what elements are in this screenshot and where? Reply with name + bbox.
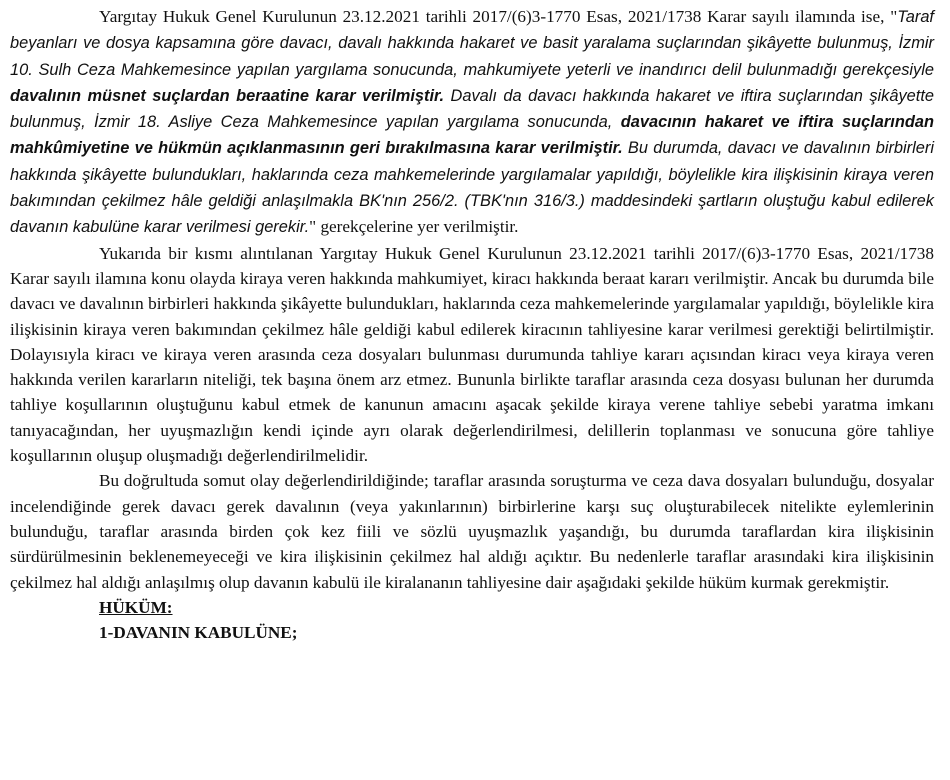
- quote-intro-text: Yargıtay Hukuk Genel Kurulunun 23.12.2021 tarihli 2017/(6)3-1770 Esas, 2021/1738 Karar sayılı ilamında ise, ": [99, 7, 898, 26]
- heading-hukum: [10, 595, 934, 620]
- document-page: [10, 4, 934, 645]
- heading-hukum-text: HÜKÜM:: [99, 597, 173, 617]
- quote-text-3: Bu durumda, davacı ve davalının birbirleri hakkında şikâyette bulundukları, haklarında ceza mahkemelerinde yargılamalar yapıldığı, böylelikle kira ilişkisinin kiraya veren bakımından çekilmez hâle geldiği anlaşılmakla BK'nın 256/2. (TBK'nın 316/3.) maddesindeki şartların oluştuğu kabul edilerek davanın kabulüne karar verilmesi gerekir.: [10, 139, 934, 237]
- heading-item-1: 1-DAVANIN KABULÜNE;: [99, 623, 298, 643]
- quote-text-2: Davalı da davacı hakkında hakaret ve iftira suçlarından şikâyette bulunmuş, İzmir 18. Asliye Ceza Mahkemesince yapılan yargılama sonucunda,: [10, 86, 935, 132]
- quote-bold-1: davalının müsnet suçlardan beraatine karar verilmiştir.: [10, 86, 445, 105]
- quote-text-1: Taraf beyanları ve dosya kapsamına göre davacı, davalı hakkında hakaret ve basit yaralama suçlarından şikâyette bulunmuş, İzmir 10. Sulh Ceza Mahkemesince yapılan yargılama sonucunda, mahkumiyete yeterli ve inandırıcı delil bulunmadığı gerekçesiyle: [10, 8, 934, 79]
- quote-emphasis-wrap-1: [10, 87, 444, 105]
- quote-bold-2: davacının hakaret ve iftira suçlarından mahkûmiyetine ve hükmün açıklanmasının geri bırakılmasına karar verilmiştir.: [10, 113, 934, 158]
- quote-outro-text: " gerekçelerine yer verilmiştir.: [309, 217, 519, 237]
- paragraph-analysis: Yukarıda bir kısmı alıntılanan Yargıtay Hukuk Genel Kurulunun 23.12.2021 tarihli 2017/(6)3-1770 Esas, 2021/1738 Karar sayılı ilamına konu olayda kiraya veren hakkında mahkumiyet, kiracı hakkında beraat kararı verilmiştir. Ancak bu durumda bile davacı ve davalının birbirleri hakkında şikâyette bulundukları, haklarında ceza mahkemelerinde yargılamalar yapıldığı, böylelikle kira ilişkisinin kiraya veren bakımından çekilmez hâle geldiği kabul edilerek kiracının tahliyesine karar verilmesi gerektiği belirtilmiştir. Dolayısıyla kiracı ve kiraya veren arasında ceza dosyaları bulunması durumunda tahliye kararı açısından kiracı veya kiraya veren hakkında verilen kararların niteliği, tek başına önem arz etmez. Bununla birlikte taraflar arasında ceza dosyası bulunan her durumda tahliye koşullarının oluştuğunu kabul etmek de kanunun amacını aşacak şekilde kiraya verene tahliye sebebi yaratma imkanı tanıyacağından, her uyuşmazlığın kendi içinde ayrı olarak değerlendirilmesi, delillerin toplanması ve sonucuna göre tahliye koşullarının oluşup oluşmadığı değerlendirilmelidir.: [10, 243, 934, 466]
- paragraph-conclusion: Bu doğrultuda somut olay değerlendirildiğinde; taraflar arasında soruşturma ve ceza dava dosyaları bulunduğu, dosyalar incelendiğinde gerek davacı gerek davalının (veya yakınlarının) birbirlerine karşı suç oluşturabilecek nitelikte eylemlerinin bulunduğu, taraflar arasında birden çok kez fiili ve sözlü uyuşmazlık yaşandığı, bu durumda taraflardan kira ilişkisinin sürdürülmesinin beklenemeyeceği ve kira ilişkisinin çekilmez hal aldığı açıktır. Bu nedenlerle taraflar arasındaki kira ilişkisinin çekilmez hal aldığı anlaşılmış olup davanın kabulü ile kiralananın tahliyesine dair aşağıdaki şekilde hüküm kurmak gerekmiştir.: [10, 471, 934, 592]
- paragraph-quotation: [10, 4, 934, 241]
